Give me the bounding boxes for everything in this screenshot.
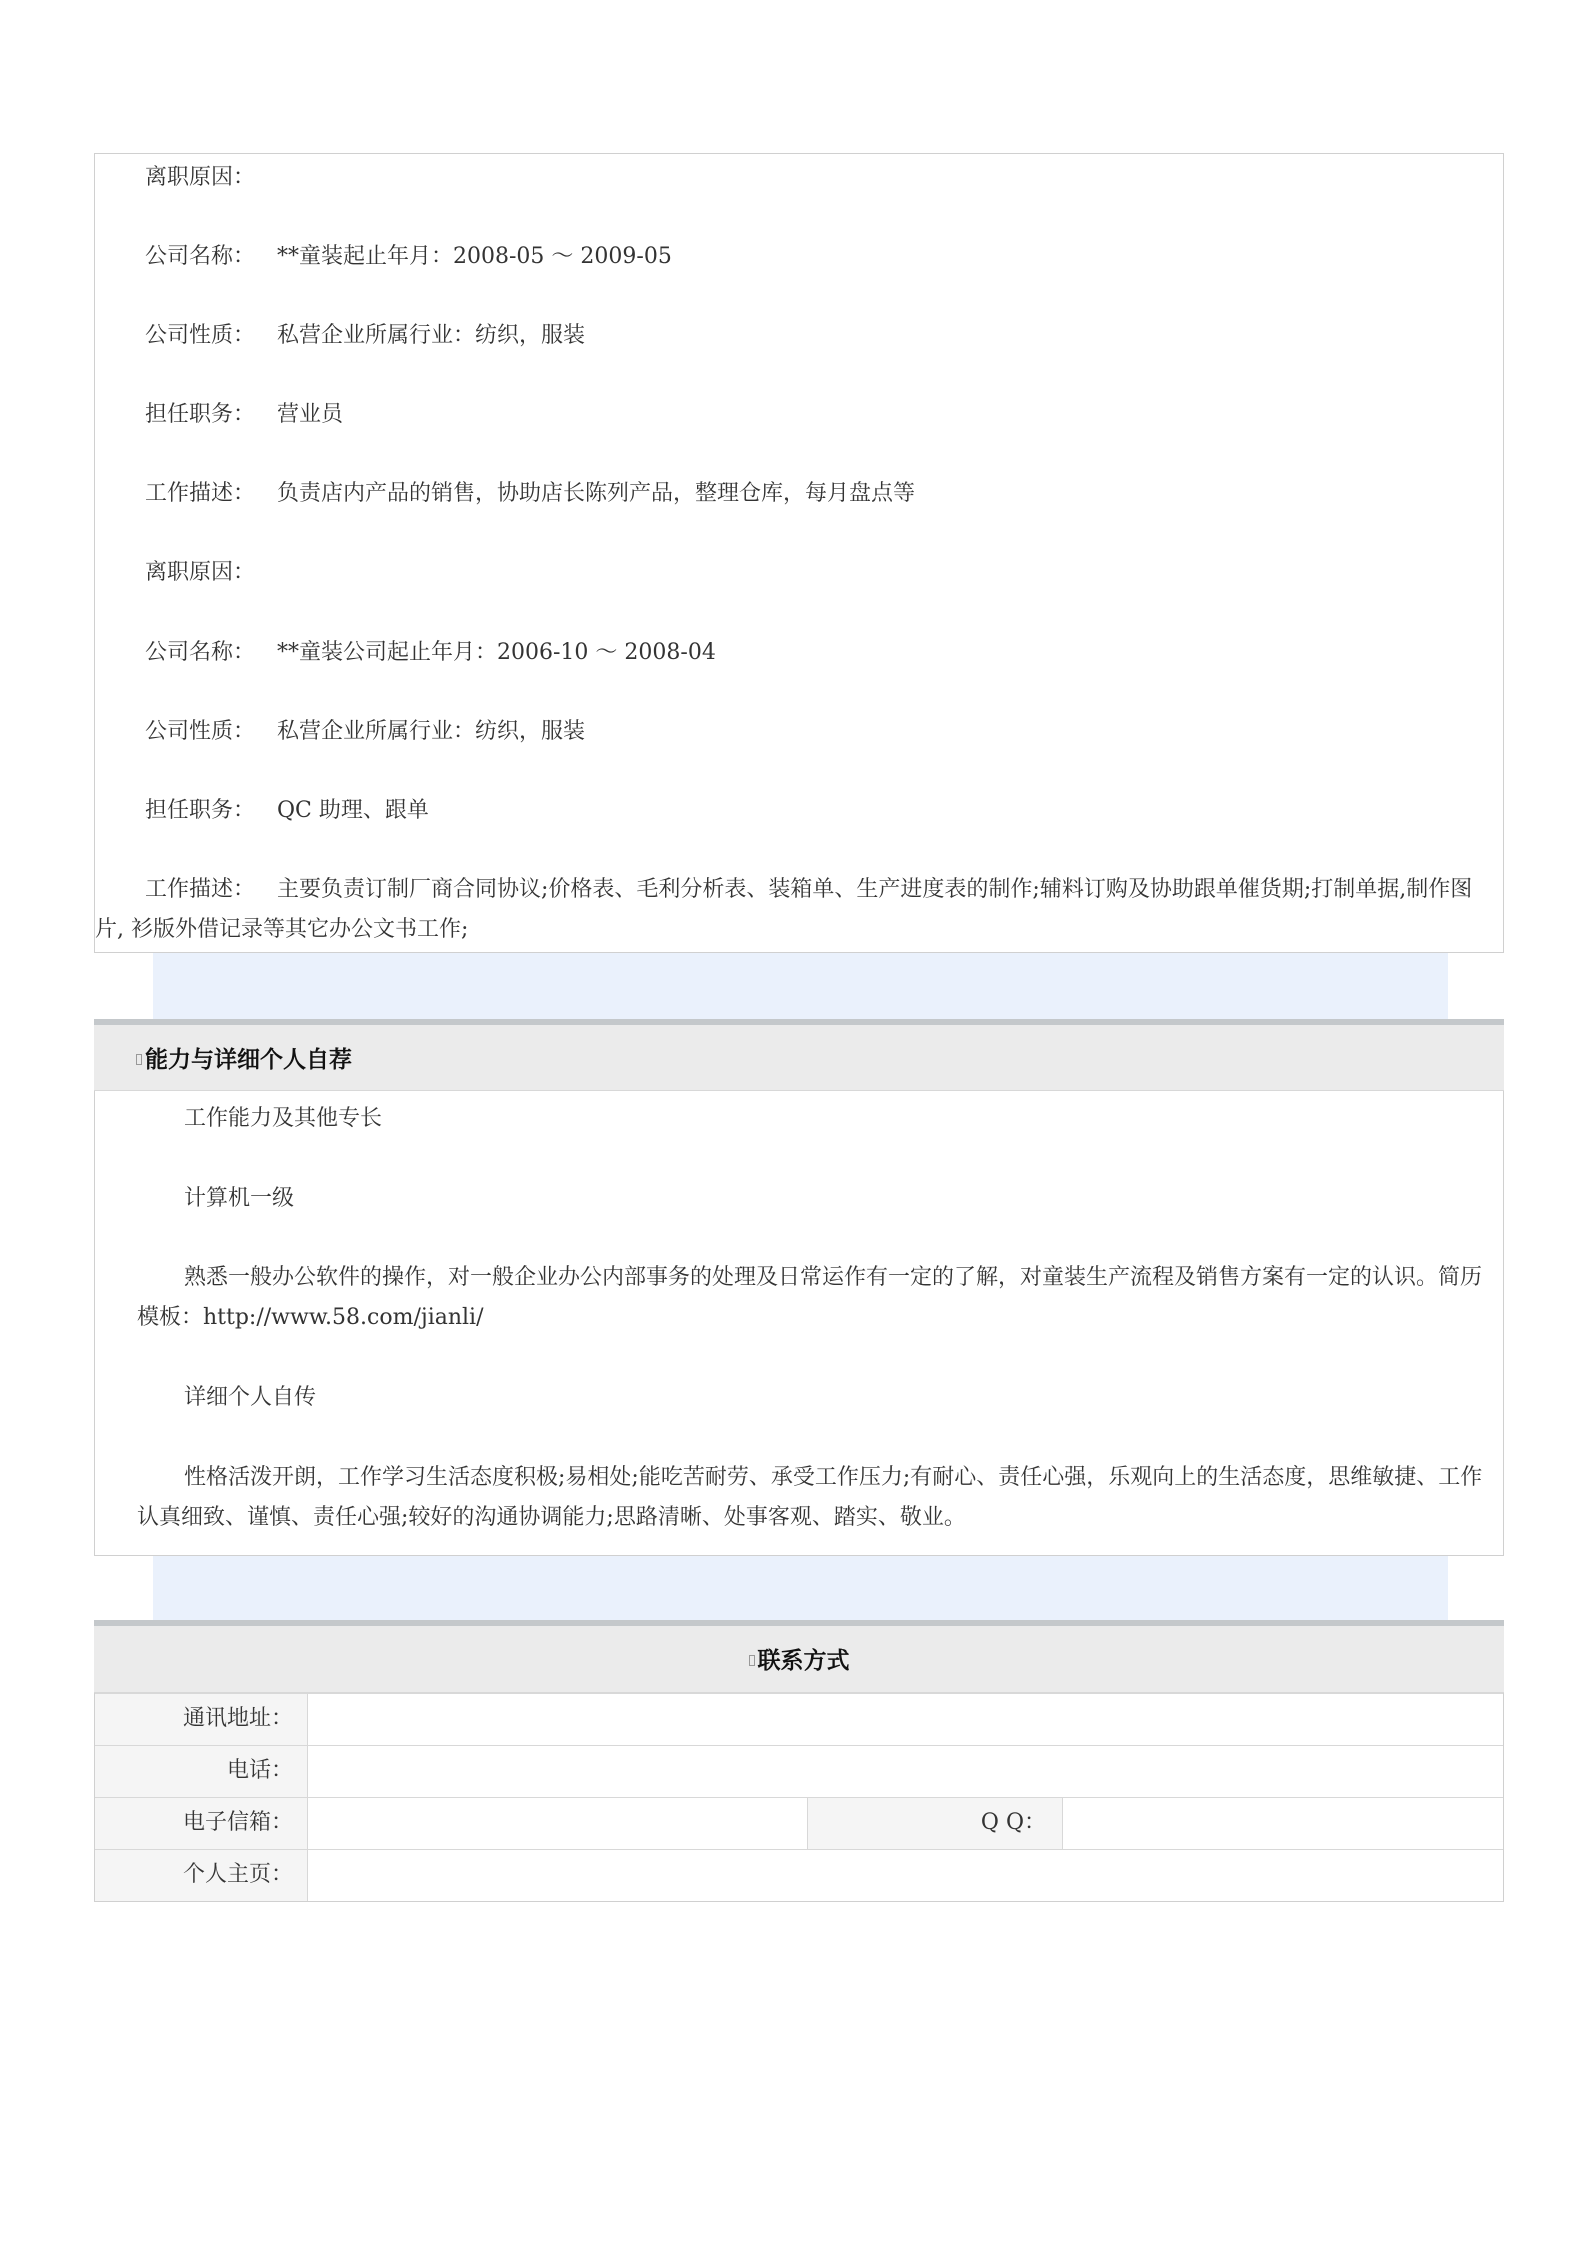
row-label: 公司名称： bbox=[145, 640, 256, 665]
company-type-row bbox=[145, 712, 1489, 752]
company-name-row bbox=[145, 633, 1489, 673]
company-type-row bbox=[145, 316, 1489, 356]
phone-row bbox=[95, 1745, 1503, 1797]
bullet-icon bbox=[136, 1054, 142, 1065]
row-value: QC 助理、跟单 bbox=[277, 798, 429, 823]
homepage-row bbox=[95, 1849, 1503, 1901]
phone-value bbox=[309, 1746, 1503, 1797]
paragraph: 计算机一级 bbox=[184, 1186, 295, 1211]
email-label: 电子信箱： bbox=[95, 1798, 308, 1849]
row-value: 主要负责订制厂商合同协议;价格表、毛利分析表、装箱单、生产进度表的制作;辅料订购及协助跟单催货期;打制单据,制作图片, 衫版外借记录等其它办公文书工作; bbox=[95, 877, 1473, 942]
address-label: 通讯地址： bbox=[95, 1694, 308, 1745]
section-header bbox=[94, 1019, 1504, 1091]
row-label: 担任职务： bbox=[145, 798, 256, 823]
row-label: 公司性质： bbox=[145, 323, 256, 348]
homepage-value bbox=[309, 1850, 1503, 1901]
row-label: 担任职务： bbox=[145, 402, 256, 427]
leave-reason-row bbox=[145, 553, 1489, 593]
row-label: 工作描述： bbox=[145, 877, 256, 902]
leave-reason-row bbox=[145, 158, 1489, 198]
row-label: 离职原因： bbox=[145, 560, 256, 585]
section-title: 联系方式 bbox=[757, 1647, 850, 1674]
row-label: 公司名称： bbox=[145, 244, 256, 269]
contact-section bbox=[94, 1620, 1504, 1902]
job-description-row bbox=[95, 870, 1489, 950]
row-value: **童装公司起止年月：2006-10 ～ 2008-04 bbox=[277, 640, 716, 665]
homepage-label: 个人主页： bbox=[95, 1850, 308, 1901]
company-name-row bbox=[145, 237, 1489, 277]
work-experience-box bbox=[94, 153, 1504, 953]
paragraph: 工作能力及其他专长 bbox=[184, 1106, 383, 1131]
row-label: 离职原因： bbox=[145, 165, 256, 190]
row-value: 负责店内产品的销售，协助店长陈列产品，整理仓库，每月盘点等 bbox=[277, 481, 916, 506]
row-label: 工作描述： bbox=[145, 481, 256, 506]
section-title: 能力与详细个人自荐 bbox=[145, 1046, 352, 1073]
section-header bbox=[94, 1620, 1504, 1693]
qq-label: Q Q： bbox=[807, 1798, 1063, 1849]
paragraph: 详细个人自传 bbox=[184, 1385, 317, 1410]
email-row bbox=[95, 1797, 1503, 1849]
position-row bbox=[145, 791, 1489, 831]
phone-label: 电话： bbox=[95, 1746, 308, 1797]
self-recommendation-section bbox=[94, 1019, 1504, 1556]
bullet-icon bbox=[749, 1655, 755, 1666]
row-value: 私营企业所属行业：纺织，服装 bbox=[277, 719, 586, 744]
row-value: 营业员 bbox=[277, 402, 344, 427]
row-value: **童装起止年月：2008-05 ～ 2009-05 bbox=[277, 244, 672, 269]
paragraph: 熟悉一般办公软件的操作，对一般企业办公内部事务的处理及日常运作有一定的了解，对童装生产流程及销售方案有一定的认识。简历模板：http://www.58.com/jianli/ bbox=[137, 1265, 1483, 1330]
row-value: 私营企业所属行业：纺织，服装 bbox=[277, 323, 586, 348]
row-label: 公司性质： bbox=[145, 719, 256, 744]
section-title-wrap bbox=[94, 1642, 1504, 1675]
section-spacer bbox=[153, 953, 1448, 1019]
section-title-wrap bbox=[136, 1041, 352, 1074]
section-spacer bbox=[153, 1556, 1448, 1620]
address-value bbox=[309, 1694, 1503, 1745]
position-row bbox=[145, 395, 1489, 435]
job-description-row bbox=[145, 474, 1489, 514]
paragraph: 性格活泼开朗，工作学习生活态度积极;易相处;能吃苦耐劳、承受工作压力;有耐心、责任心强，乐观向上的生活态度，思维敏捷、工作认真细致、谨慎、责任心强;较好的沟通协调能力;思路清晰、处事客观、踏实、敬业。 bbox=[137, 1465, 1483, 1530]
address-row bbox=[95, 1693, 1503, 1745]
